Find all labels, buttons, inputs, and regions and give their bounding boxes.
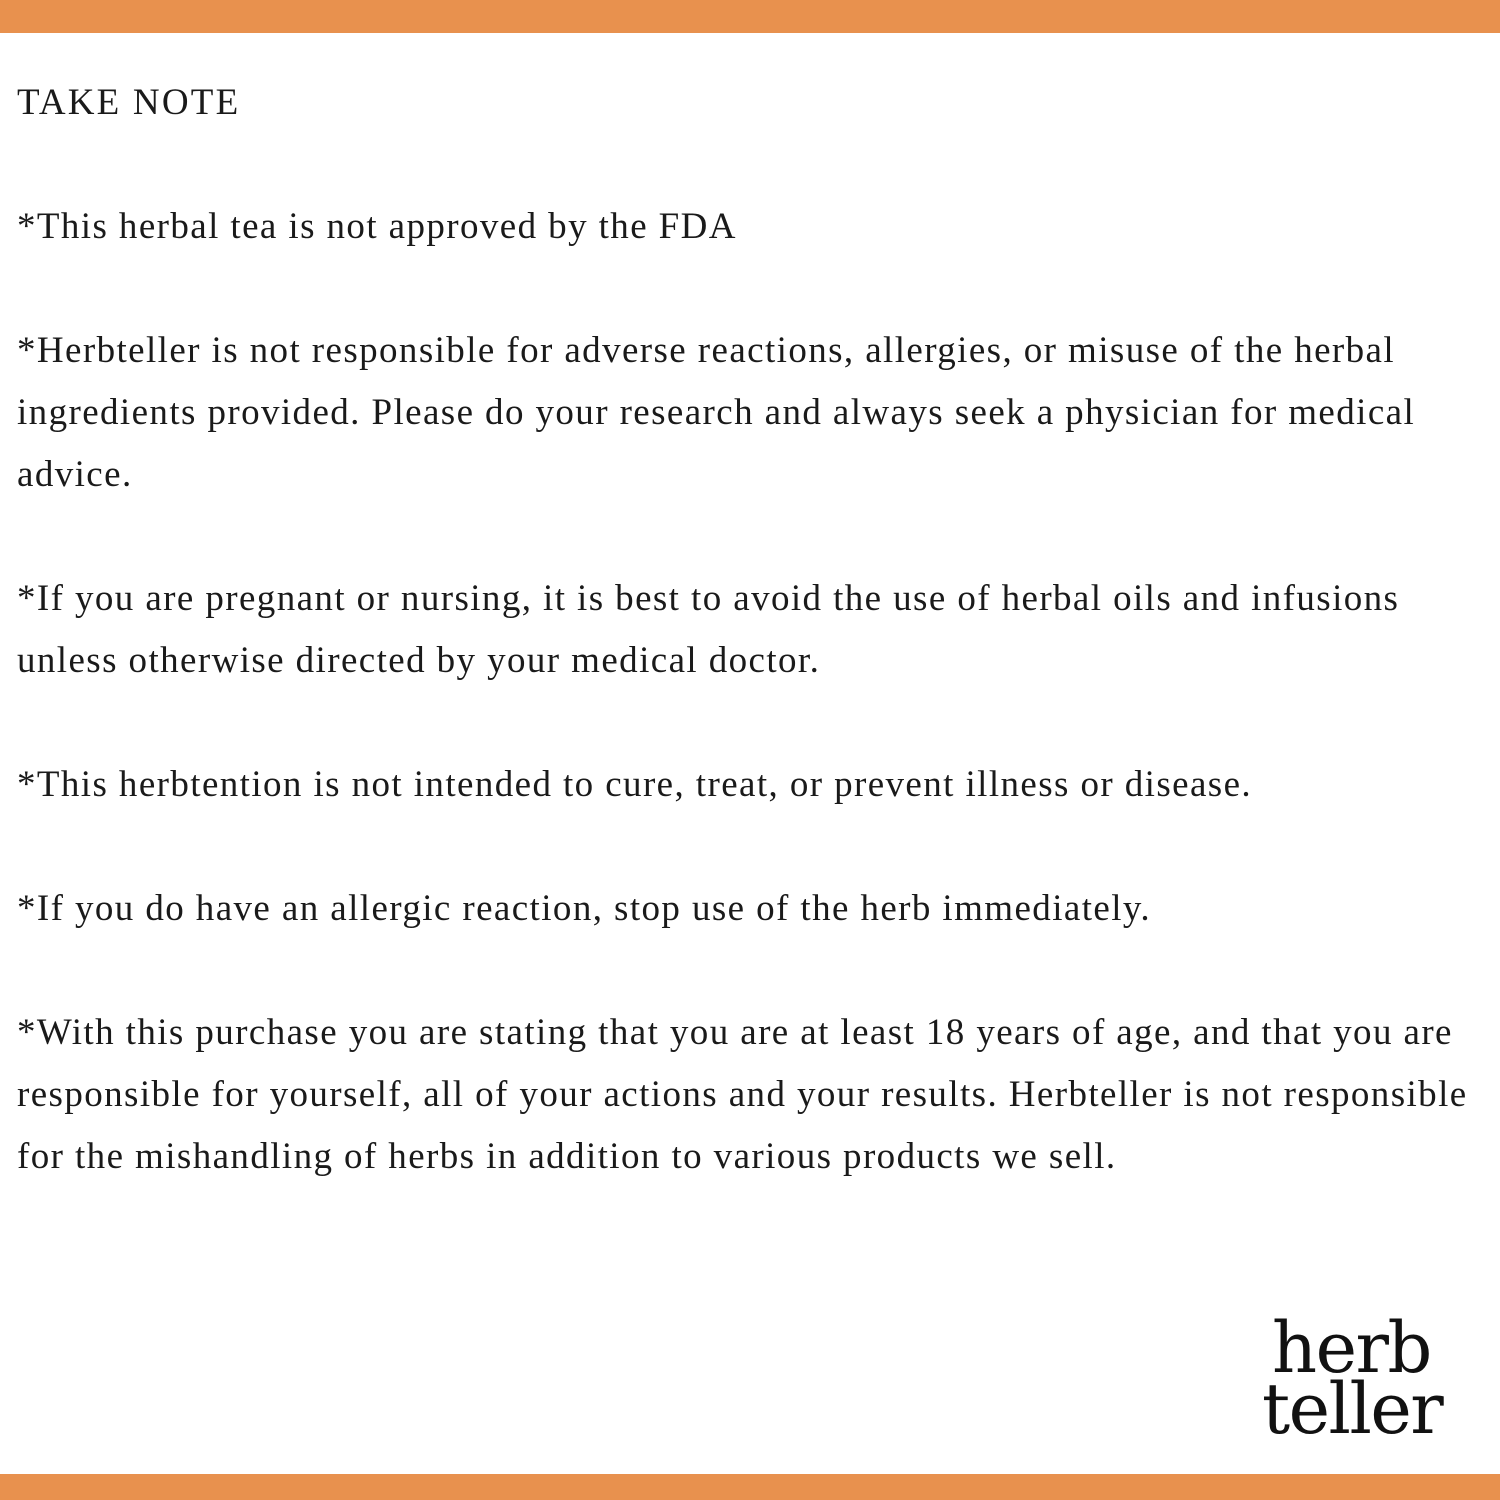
page-heading: TAKE NOTE	[17, 82, 241, 123]
disclaimer-item-allergic-reaction: *If you do have an allergic reaction, stop use of the herb immediately.	[17, 888, 1152, 929]
disclaimer-item-age-and-liability: *With this purchase you are stating that you are at least 18 years of age, and that you are responsible for yourself, all of your actions and your results. Herbteller is not responsible for the mishandling of herbs in addition to various products we sell.	[17, 1012, 1468, 1177]
disclaimer-item-not-a-cure: *This herbtention is not intended to cure, treat, or prevent illness or disease.	[17, 764, 1253, 805]
logo-line-teller: teller	[1262, 1368, 1443, 1450]
bottom-accent-band	[0, 1474, 1500, 1500]
top-accent-band	[0, 0, 1500, 33]
disclaimer-content	[17, 72, 1487, 1188]
herbteller-logo	[1262, 1307, 1452, 1450]
logo-line-herb: herb	[1272, 1307, 1431, 1389]
disclaimer-list	[17, 196, 1487, 1188]
disclaimer-item-fda: *This herbal tea is not approved by the FDA	[17, 206, 737, 247]
disclaimer-item-responsibility: *Herbteller is not responsible for adverse reactions, allergies, or misuse of the herbal ingredients provided. Please do your research and always seek a physician for medical advice.	[17, 330, 1416, 495]
disclaimer-item-pregnancy: *If you are pregnant or nursing, it is best to avoid the use of herbal oils and infusions unless otherwise directed by your medical doctor.	[17, 578, 1400, 681]
